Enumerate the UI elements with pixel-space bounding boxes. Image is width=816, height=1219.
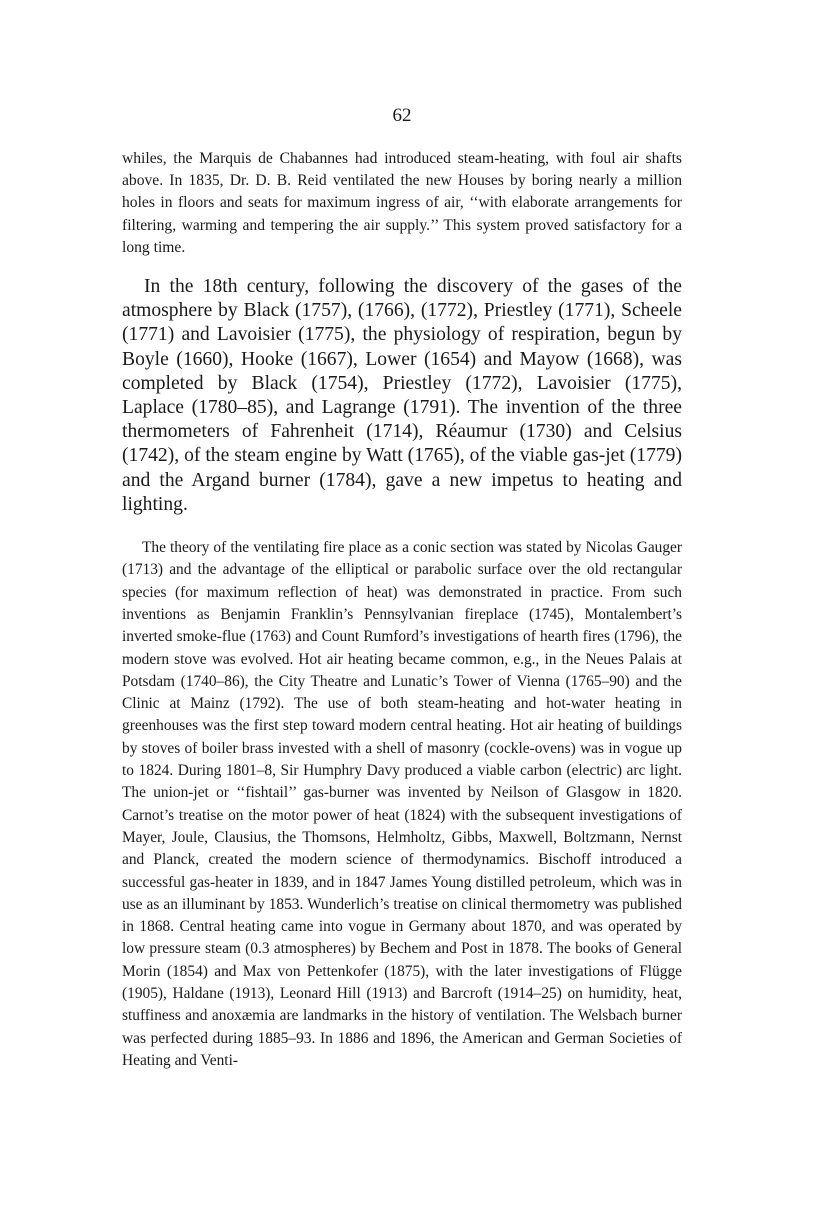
paragraph-continuation: whiles, the Marquis de Chabannes had introduced steam-heating, with foul air shafts above. In 1835, Dr. D. B. Reid ventilated the new Houses by boring nearly a million holes in floors and seats for maximum ingress of air, ‘‘with elaborate arrangements for filtering, warming and tempering the air supply.’’ This system proved satisfactory for a long time. — [122, 150, 682, 256]
paragraph-eighteenth-century: In the 18th century, following the discovery of the gases of the atmosphere by Black (1757), (1766), (1772), Priestley (1771), Scheele (1771) and Lavoisier (1775), the physiology of respiration, begun by Boyle (1660), Hooke (1667), Lower (1654) and Mayow (1668), was completed by Black (1754), Priestley (1772), Lavoisier (1775), Laplace (1780–85), and Lagrange (1791). The invention of the three thermometers of Fahrenheit (1714), Réaumur (1730) and Celsius (1742), of the steam engine by Watt (1765), of the viable gas-jet (1779) and the Argand burner (1784), gave a new impetus to heating and lighting. — [122, 276, 682, 515]
page — [122, 104, 682, 1072]
page-number: 62 — [392, 105, 412, 126]
paragraph-ventilating-fireplace: The theory of the ventilating fire place as a conic section was stated by Nicolas Gauger (1713) and the advantage of the elliptical or parabolic surface over the old rectangular species (for maximum reflection of heat) was demonstrated in practice. From such inventions as Benjamin Franklin’s Pennsylvanian fireplace (1745), Montalembert’s inverted smoke-flue (1763) and Count Rumford’s investigations of hearth fires (1796), the modern stove was evolved. Hot air heating became common, e.g., in the Neues Palais at Potsdam (1740–86), the City Theatre and Lunatic’s Tower of Vienna (1765–90) and the Clinic at Mainz (1792). The use of both steam-heating and hot-water heating in greenhouses was the first step toward modern central heating. Hot air heating of buildings by stoves of boiler brass invested with a shell of masonry (cockle-ovens) was in vogue up to 1824. During 1801–8, Sir Humphry Davy produced a viable carbon (electric) arc light. The union-jet or ‘‘fishtail’’ gas-burner was invented by Neilson of Glasgow in 1820. Carnot’s treatise on the motor power of heat (1824) with the subsequent investigations of Mayer, Joule, Clausius, the Thomsons, Helmholtz, Gibbs, Maxwell, Boltzmann, Nernst and Planck, created the modern science of thermodynamics. Bischoff introduced a successful gas-heater in 1839, and in 1847 James Young distilled petroleum, which was in use as an illuminant by 1853. Wunderlich’s treatise on clinical thermometry was published in 1868. Central heating came into vogue in Germany about 1870, and was operated by low pressure steam (0.3 atmospheres) by Bechem and Post in 1878. The books of General Morin (1854) and Max von Pettenkofer (1875), with the later investigations of Flügge (1905), Haldane (1913), Leonard Hill (1913) and Barcroft (1914–25) on humidity, heat, stuffiness and anoxæmia are landmarks in the history of ventilation. The Welsbach burner was perfected during 1885–93. In 1886 and 1896, the American and German Societies of Heating and Venti- — [122, 539, 682, 1069]
